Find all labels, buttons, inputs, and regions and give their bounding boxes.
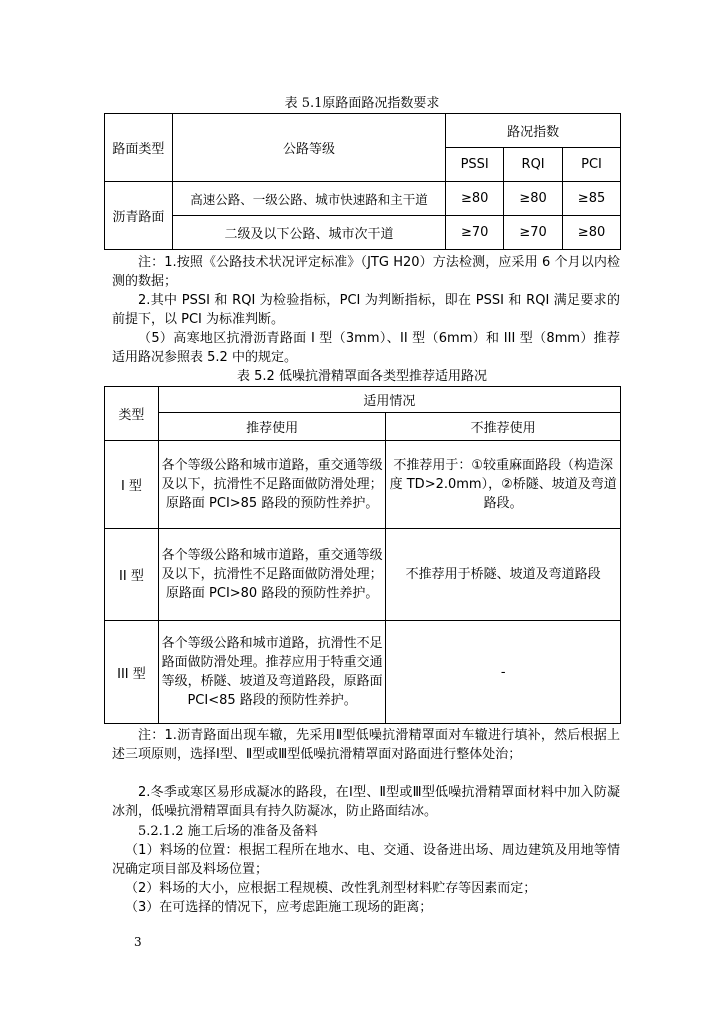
table-row — [105, 529, 621, 621]
note-paragraph: 2.其中 PSSI 和 RQI 为检验指标，PCI 为判断指标，即在 PSSI 和 RQI 满足要求的前提下，以 PCI 为标准判断。 — [112, 293, 620, 327]
table-row — [105, 621, 621, 724]
not-recommended-cell: 不推荐用于桥隧、坡道及弯道路段 — [386, 529, 621, 621]
page-number: 3 — [134, 935, 142, 949]
type-cell: I 型 — [105, 441, 159, 529]
header-pssi: PSSI — [446, 148, 504, 182]
list-item: （1）料场的位置：根据工程所在地水、电、交通、设备进出场、周边建筑及用地等情况确定项目部及料场位置； — [112, 843, 620, 877]
pssi-cell: ≥70 — [446, 216, 504, 250]
header-condition-index: 路况指数 — [446, 114, 621, 148]
table-row — [105, 441, 621, 529]
list-item: （2）料场的大小，应根据工程规模、改性乳剂型材料贮存等因素而定； — [125, 881, 537, 896]
note-paragraph: 注：1.按照《公路技术状况评定标准》（JTG H20）方法检测，应采用 6 个月以内检测的数据； — [112, 255, 620, 289]
header-pci: PCI — [563, 148, 621, 182]
body-paragraph: （5）高寒地区抗滑沥青路面 I 型（3mm）、II 型（6mm）和 III 型（8mm）推荐适用路况参照表 5.2 中的规定。 — [112, 331, 620, 365]
group-label: 沥青路面 — [105, 182, 173, 250]
not-recommended-cell: 不推荐用于：①较重麻面路段（构造深度 TD>2.0mm），②桥隧、坡道及弯道路段。 — [386, 441, 621, 529]
rqi-cell: ≥70 — [504, 216, 563, 250]
table2-caption: 表 5.2 低噪抗滑精罩面各类型推荐适用路况 — [237, 369, 487, 384]
grade-cell: 高速公路、一级公路、城市快速路和主干道 — [172, 182, 445, 216]
header-rqi: RQI — [504, 148, 563, 182]
section-heading: 5.2.1.2 施工后场的准备及备料 — [138, 824, 318, 839]
note-paragraph: 2.冬季或寒区易形成凝冰的路段，在Ⅰ型、Ⅱ型或Ⅲ型低噪抗滑精罩面材料中加入防凝冰剂，低噪抗滑精罩面具有持久防凝冰，防止路面结冰。 — [112, 785, 620, 819]
pci-cell: ≥80 — [563, 216, 621, 250]
recommended-cell: 各个等级公路和城市道路，抗滑性不足路面做防滑处理。推荐应用于特重交通等级，桥隧、坡道及弯道路段，原路面 PCI<85 路段的预防性养护。 — [158, 621, 386, 724]
header-recommended: 推荐使用 — [158, 413, 386, 441]
type-cell: II 型 — [105, 529, 159, 621]
overlay-type-table — [104, 386, 621, 724]
table1-caption: 表 5.1原路面路况指数要求 — [284, 96, 440, 111]
table-row — [105, 182, 621, 216]
recommended-cell: 各个等级公路和城市道路，重交通等级及以下，抗滑性不足路面做防滑处理；原路面 PCI>80 路段的预防性养护。 — [158, 529, 386, 621]
pssi-cell: ≥80 — [446, 182, 504, 216]
header-road-type: 路面类型 — [105, 114, 173, 182]
header-not-recommended: 不推荐使用 — [386, 413, 621, 441]
road-condition-table — [104, 113, 621, 250]
table-row — [105, 216, 621, 250]
type-cell: III 型 — [105, 621, 159, 724]
rqi-cell: ≥80 — [504, 182, 563, 216]
grade-cell: 二级及以下公路、城市次干道 — [172, 216, 445, 250]
header-type: 类型 — [105, 387, 159, 441]
list-item: （3）在可选择的情况下，应考虑距施工现场的距离； — [125, 900, 433, 915]
not-recommended-cell: - — [386, 621, 621, 724]
recommended-cell: 各个等级公路和城市道路，重交通等级及以下，抗滑性不足路面做防滑处理；原路面 PCI>85 路段的预防性养护。 — [158, 441, 386, 529]
note-paragraph: 注：1.沥青路面出现车辙，先采用Ⅱ型低噪抗滑精罩面对车辙进行填补，然后根据上述三项原则，选择Ⅰ型、Ⅱ型或Ⅲ型低噪抗滑精罩面对路面进行整体处治； — [112, 728, 620, 762]
header-applicable: 适用情况 — [158, 387, 620, 413]
header-road-grade: 公路等级 — [172, 114, 445, 182]
pci-cell: ≥85 — [563, 182, 621, 216]
